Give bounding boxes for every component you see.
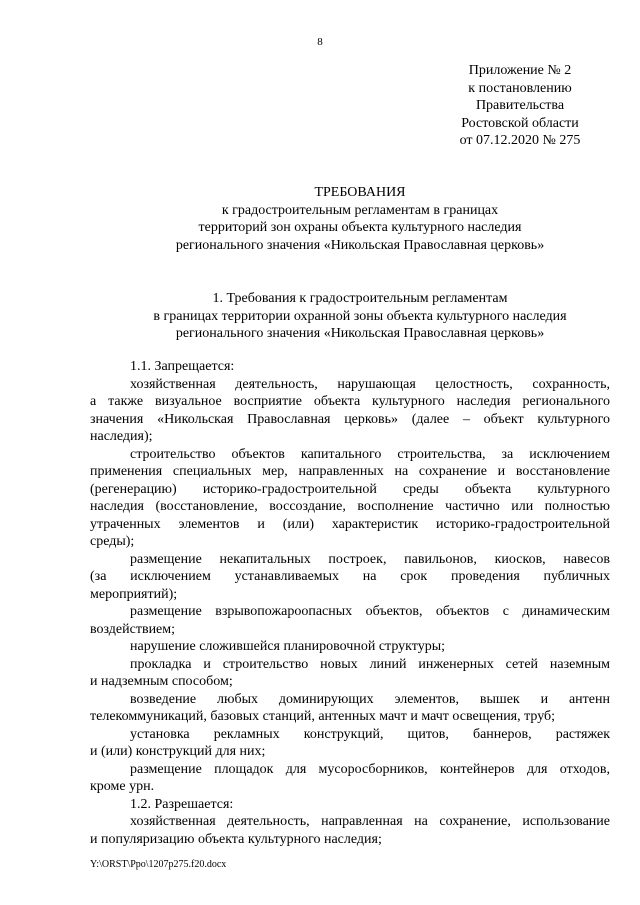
paragraph-line: размещение взрывопожароопасных объектов, объектов с динамическим	[130, 604, 610, 619]
appendix-line: к постановлению	[468, 80, 572, 96]
paragraph-line: воздействием;	[90, 621, 176, 637]
paragraph-line: строительство объектов капитального строительства, за исключением	[130, 446, 610, 462]
subsection-heading: 1.1. Запрещается:	[130, 359, 235, 374]
title-heading: ТРЕБОВАНИЯ	[314, 185, 406, 200]
paragraph-line: а также визуальное восприятие объекта культурного наследия регионального	[90, 394, 610, 409]
appendix-header	[440, 62, 600, 150]
paragraph-line: значения «Никольская Православная церковь» (далее – объект культурного	[90, 411, 610, 427]
section-heading-line: регионального значения «Никольская Православная церковь»	[175, 326, 545, 341]
section-heading-line: 1. Требования к градостроительным регламентам	[212, 291, 508, 306]
paragraph-line: (за исключением устанавливаемых на срок проведения публичных	[90, 569, 610, 584]
paragraph-line: возведение любых доминирующих элементов, вышек и антенн	[130, 691, 610, 707]
paragraph-line: применения специальных мер, направленных на сохранение и восстановление	[90, 464, 610, 479]
paragraph-line: и надземным способом;	[90, 674, 233, 689]
appendix-line: от 07.12.2020 № 275	[459, 133, 581, 148]
paragraph-line: кроме урн.	[90, 779, 155, 794]
paragraph-line: хозяйственная деятельность, нарушающая целостность, сохранность,	[130, 376, 610, 392]
paragraph-line: (регенерацию) историко-градостроительной среды объекта культурного	[90, 481, 610, 497]
paragraph-line: наследия (восстановление, воссоздание, восполнение частично или полностью	[90, 499, 610, 514]
paragraph-line: хозяйственная деятельность, направленная на сохранение, использование	[130, 814, 610, 829]
section-1-heading	[60, 290, 640, 343]
paragraph-line: и (или) конструкций для них;	[90, 744, 266, 759]
appendix-line: Приложение № 2	[468, 63, 572, 78]
section-heading-line: в границах территории охранной зоны объекта культурного наследия	[153, 308, 567, 324]
document-body	[90, 358, 610, 848]
paragraph-line: размещение некапитальных построек, павильонов, киосков, навесов	[130, 551, 610, 567]
paragraph-line: телекоммуникаций, базовых станций, антенных мачт и мачт освещения, труб;	[90, 709, 556, 724]
document-title	[60, 184, 640, 254]
paragraph-line: наследия);	[90, 429, 153, 444]
paragraph-line: и популяризацию объекта культурного наследия;	[90, 831, 382, 847]
paragraph-line: мероприятий);	[90, 586, 178, 602]
paragraph-line: утраченных элементов и (или) характеристик историко-градостроительной	[90, 516, 610, 532]
page-number: 8	[317, 36, 323, 48]
paragraph-line: установка рекламных конструкций, щитов, баннеров, растяжек	[130, 726, 610, 742]
paragraph-line: среды);	[90, 534, 135, 549]
appendix-line: Ростовской области	[461, 115, 579, 131]
paragraph-line: нарушение сложившейся планировочной структуры;	[130, 639, 445, 654]
title-line: регионального значения «Никольская Православная церковь»	[175, 237, 545, 253]
file-path-footer: Y:\ORST\Ppo\1207p275.f20.docx	[90, 859, 227, 870]
appendix-line: Правительства	[475, 98, 565, 113]
title-line: территорий зон охраны объекта культурного наследия	[198, 220, 522, 235]
paragraph-line: размещение площадок для мусоросборников, контейнеров для отходов,	[130, 761, 610, 777]
subsection-heading: 1.2. Разрешается:	[130, 796, 234, 812]
title-line: к градостроительным регламентам в границах	[221, 202, 499, 218]
paragraph-line: прокладка и строительство новых линий инженерных сетей наземным	[130, 656, 610, 672]
